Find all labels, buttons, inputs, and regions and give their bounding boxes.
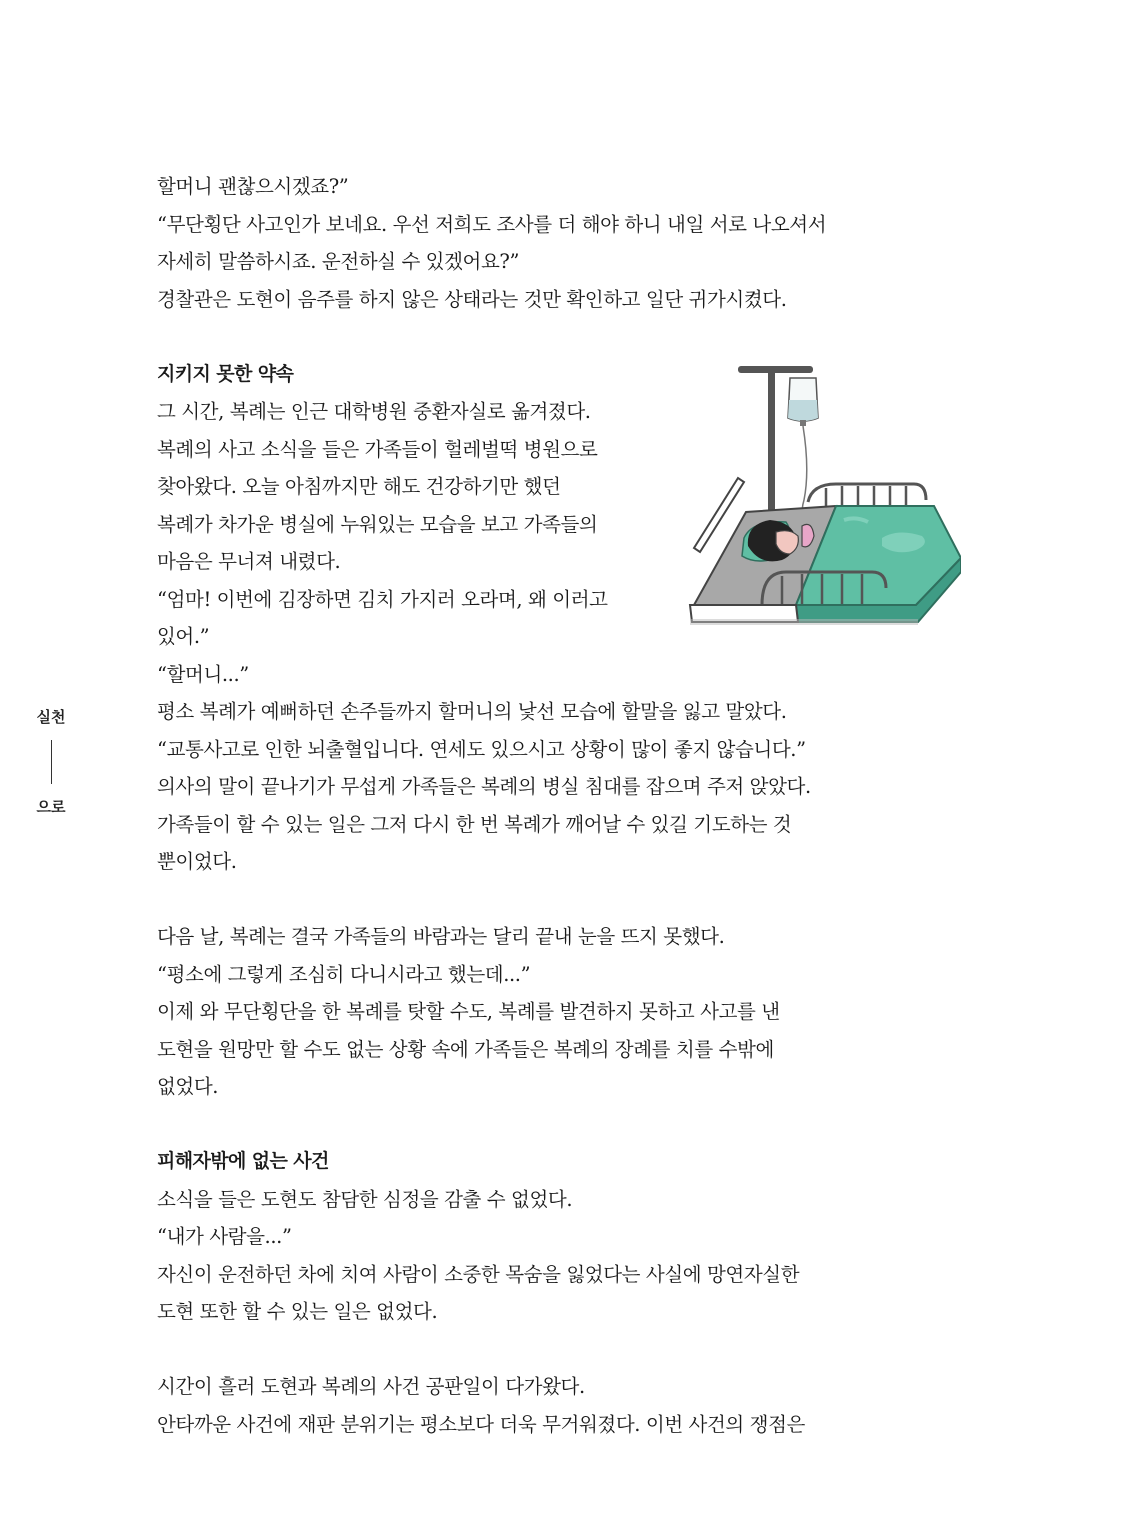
section-heading: 피해자밖에 없는 사건 [157, 1150, 329, 1172]
text-line: 안타까운 사건에 재판 분위기는 평소보다 더욱 무거워졌다. 이번 사건의 쟁점은 [157, 1412, 805, 1436]
text-line: “교통사고로 인한 뇌출혈입니다. 연세도 있으시고 상황이 많이 좋지 않습니다.” [157, 737, 806, 761]
side-tab-divider [51, 740, 52, 784]
side-chapter-tab [28, 706, 74, 817]
text-line: 뿐이었다. [157, 850, 237, 873]
text-line: 자세히 말씀하시죠. 운전하실 수 있겠어요?” [157, 250, 520, 273]
hospital-bed-illustration [686, 360, 961, 645]
text-line: 복례의 사고 소식을 들은 가족들이 헐레벌떡 병원으로 [157, 437, 598, 461]
text-line: 경찰관은 도현이 음주를 하지 않은 상태라는 것만 확인하고 일단 귀가시켰다. [157, 287, 787, 311]
side-tab-top-label: 실천 [36, 708, 66, 726]
text-line: 복례가 차가운 병실에 누워있는 모습을 보고 가족들의 [157, 512, 598, 536]
text-line: 그 시간, 복례는 인근 대학병원 중환자실로 옮겨졌다. [157, 400, 591, 423]
paragraph-gap [157, 318, 877, 356]
text-line: 도현을 원망만 할 수도 없는 상황 속에 가족들은 복례의 장례를 치를 수밖에 [157, 1037, 774, 1061]
paragraph-gap [157, 881, 877, 919]
paragraph-gap [157, 1106, 877, 1144]
text-line: “무단횡단 사고인가 보네요. 우선 저희도 조사를 더 해야 하니 내일 서로 나오셔서 [157, 212, 827, 236]
text-line: 찾아왔다. 오늘 아침까지만 해도 건강하기만 했던 [157, 475, 561, 498]
text-line: 마음은 무너져 내렸다. [157, 550, 341, 573]
text-line: 다음 날, 복례는 결국 가족들의 바람과는 달리 끝내 눈을 뜨지 못했다. [157, 925, 725, 948]
side-tab-bottom-label: 으로 [36, 798, 66, 816]
text-line: 도현 또한 할 수 있는 일은 없었다. [157, 1300, 438, 1323]
text-line: 이제 와 무단횡단을 한 복례를 탓할 수도, 복례를 발견하지 못하고 사고를 낸 [157, 1000, 780, 1023]
section-heading: 지키지 못한 약속 [157, 362, 294, 385]
paragraph-gap [157, 1331, 877, 1369]
text-line: “내가 사람을...” [157, 1225, 292, 1248]
text-line: 없었다. [157, 1075, 219, 1098]
text-line: 가족들이 할 수 있는 일은 그저 다시 한 번 복례가 깨어날 수 있길 기도하는 것 [157, 812, 792, 836]
text-line: “평소에 그렇게 조심히 다니시라고 했는데...” [157, 962, 531, 986]
text-line: 평소 복례가 예뻐하던 손주들까지 할머니의 낯선 모습에 할말을 잃고 말았다. [157, 700, 787, 723]
text-line: 소식을 들은 도현도 참담한 심정을 감출 수 없었다. [157, 1187, 573, 1211]
text-line: “할머니...” [157, 662, 249, 686]
text-line: 의사의 말이 끝나기가 무섭게 가족들은 복례의 병실 침대를 잡으며 주저 앉았다. [157, 775, 811, 798]
text-line: 시간이 흘러 도현과 복례의 사건 공판일이 다가왔다. [157, 1375, 585, 1398]
text-line: 할머니 괜찮으시겠죠?” [157, 175, 349, 198]
text-line: “엄마! 이번에 김장하면 김치 가지러 오라며, 왜 이러고 [157, 587, 608, 611]
text-line: 있어.” [157, 625, 210, 648]
text-line: 자신이 운전하던 차에 치여 사람이 소중한 목숨을 잃었다는 사실에 망연자실한 [157, 1262, 800, 1286]
